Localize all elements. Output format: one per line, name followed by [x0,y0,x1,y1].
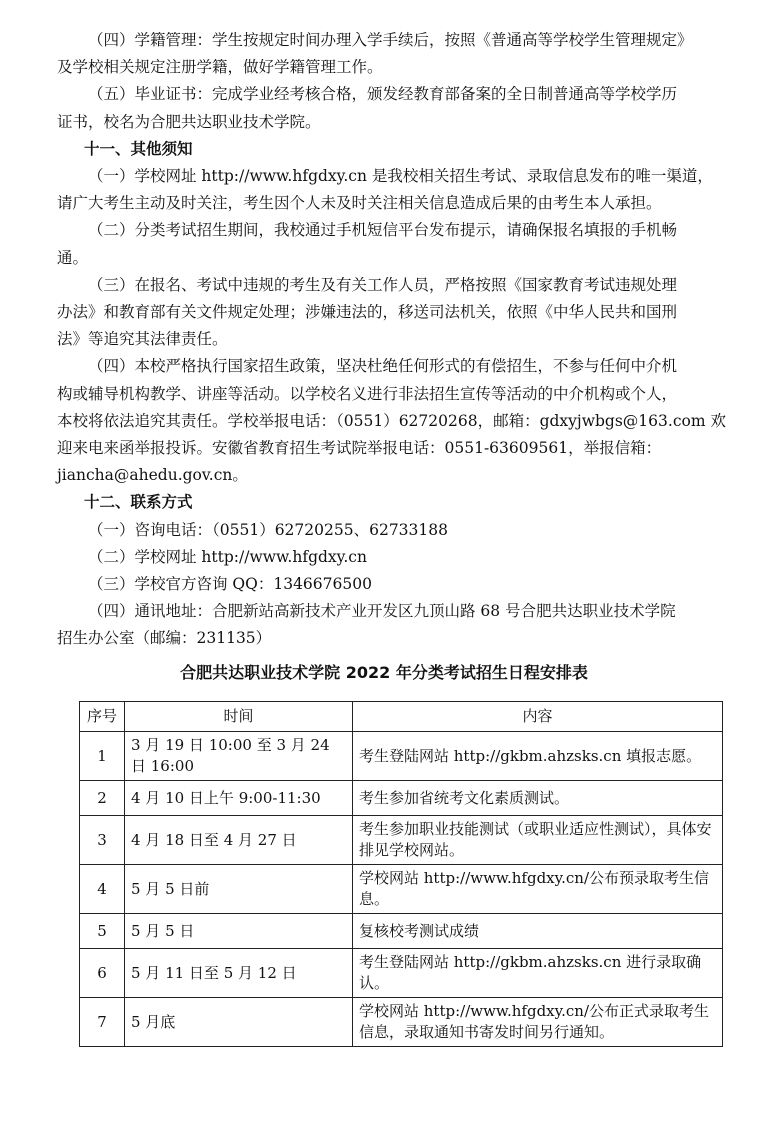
paragraph-line: 请广大考生主动及时关注，考生因个人未及时关注相关信息造成后果的由考生本人承担。 [57,194,662,213]
row-number: 4 [80,865,125,914]
row-time: 4 月 10 日上午 9:00-11:30 [125,781,353,816]
row-content: 考生参加省统考文化素质测试。 [353,781,723,816]
paragraph-line: 招生办公室（邮编：231135） [57,629,272,648]
row-content: 复核校考测试成绩 [353,914,723,949]
row-number: 2 [80,781,125,816]
table-row [80,949,723,998]
section-heading: 十一、其他须知 [84,139,193,158]
paragraph-line: （一）学校网址 http://www.hfgdxy.cn 是我校相关招生考试、录取信息发布的唯一渠道， [88,167,713,185]
row-number: 7 [80,998,125,1047]
row-time: 5 月 11 日至 5 月 12 日 [125,949,353,998]
table-row [80,914,723,949]
schedule-title: 合肥共达职业技术学院 2022 年分类考试招生日程安排表 [180,663,588,682]
row-time: 3 月 19 日 10:00 至 3 月 24 日 16:00 [125,732,353,781]
row-content: 学校网站 http://www.hfgdxy.cn/公布预录取考生信息。 [353,865,723,914]
table-row [80,781,723,816]
column-header-content: 内容 [353,702,723,732]
schedule-table [79,701,723,1047]
paragraph-line: 构或辅导机构教学、讲座等活动。以学校名义进行非法招生宣传等活动的中介机构或个人， [57,384,678,403]
row-time: 5 月 5 日 [125,914,353,949]
paragraph-line: 通。 [57,248,89,267]
paragraph-line: （五）毕业证书：完成学业经考核合格，颁发经教育部备案的全日制普通高等学校学历 [88,85,678,104]
row-time: 4 月 18 日至 4 月 27 日 [125,816,353,865]
row-number: 1 [80,732,125,781]
paragraph-line: 及学校相关规定注册学籍，做好学籍管理工作。 [57,58,383,77]
row-content: 考生登陆网站 http://gkbm.ahzsks.cn 进行录取确认。 [353,949,723,998]
row-time: 5 月 5 日前 [125,865,353,914]
paragraph-line: jiancha@ahedu.gov.cn。 [57,466,248,485]
paragraph-line: （二）分类考试招生期间，我校通过手机短信平台发布提示，请确保报名填报的手机畅 [88,221,678,240]
paragraph-line: （一）咨询电话：（0551）62720255、62733188 [88,520,448,539]
row-number: 3 [80,816,125,865]
column-header-time: 时间 [125,702,353,732]
row-content: 学校网站 http://www.hfgdxy.cn/公布正式录取考生信息，录取通知书寄发时间另行通知。 [353,998,723,1047]
row-content: 考生参加职业技能测试（或职业适应性测试），具体安排见学校网站。 [353,816,723,865]
paragraph-line: （四）学籍管理：学生按规定时间办理入学手续后，按照《普通高等学校学生管理规定》 [88,31,693,49]
paragraph-line: （四）通讯地址：合肥新站高新技术产业开发区九顶山路 68 号合肥共达职业技术学院 [88,602,676,621]
paragraph-line: （二）学校网址 http://www.hfgdxy.cn [88,547,367,566]
paragraph-line: 证书，校名为合肥共达职业技术学院。 [57,112,321,131]
paragraph-line: 法》等追究其法律责任。 [57,330,228,349]
paragraph-line: 本校将依法追究其责任。学校举报电话：（0551）62720268，邮箱：gdxyjwbgs@163.com 欢 [57,411,726,430]
table-row [80,865,723,914]
table-row [80,816,723,865]
row-number: 5 [80,914,125,949]
paragraph-line: 迎来电来函举报投诉。安徽省教育招生考试院举报电话：0551-63609561，举报信箱： [57,439,662,457]
paragraph-line: 办法》和教育部有关文件规定处理；涉嫌违法的，移送司法机关，依照《中华人民共和国刑 [57,303,678,321]
paragraph-line: （三）学校官方咨询 QQ：1346676500 [88,575,372,593]
row-content: 考生登陆网站 http://gkbm.ahzsks.cn 填报志愿。 [353,732,723,781]
table-row [80,732,723,781]
table-row [80,998,723,1047]
row-time: 5 月底 [125,998,353,1047]
row-number: 6 [80,949,125,998]
table-header-row [80,702,723,732]
section-heading: 十二、联系方式 [84,493,193,512]
paragraph-line: （三）在报名、考试中违规的考生及有关工作人员，严格按照《国家教育考试违规处理 [88,275,678,294]
paragraph-line: （四）本校严格执行国家招生政策，坚决杜绝任何形式的有偿招生，不参与任何中介机 [88,357,678,376]
column-header-no: 序号 [80,702,125,732]
